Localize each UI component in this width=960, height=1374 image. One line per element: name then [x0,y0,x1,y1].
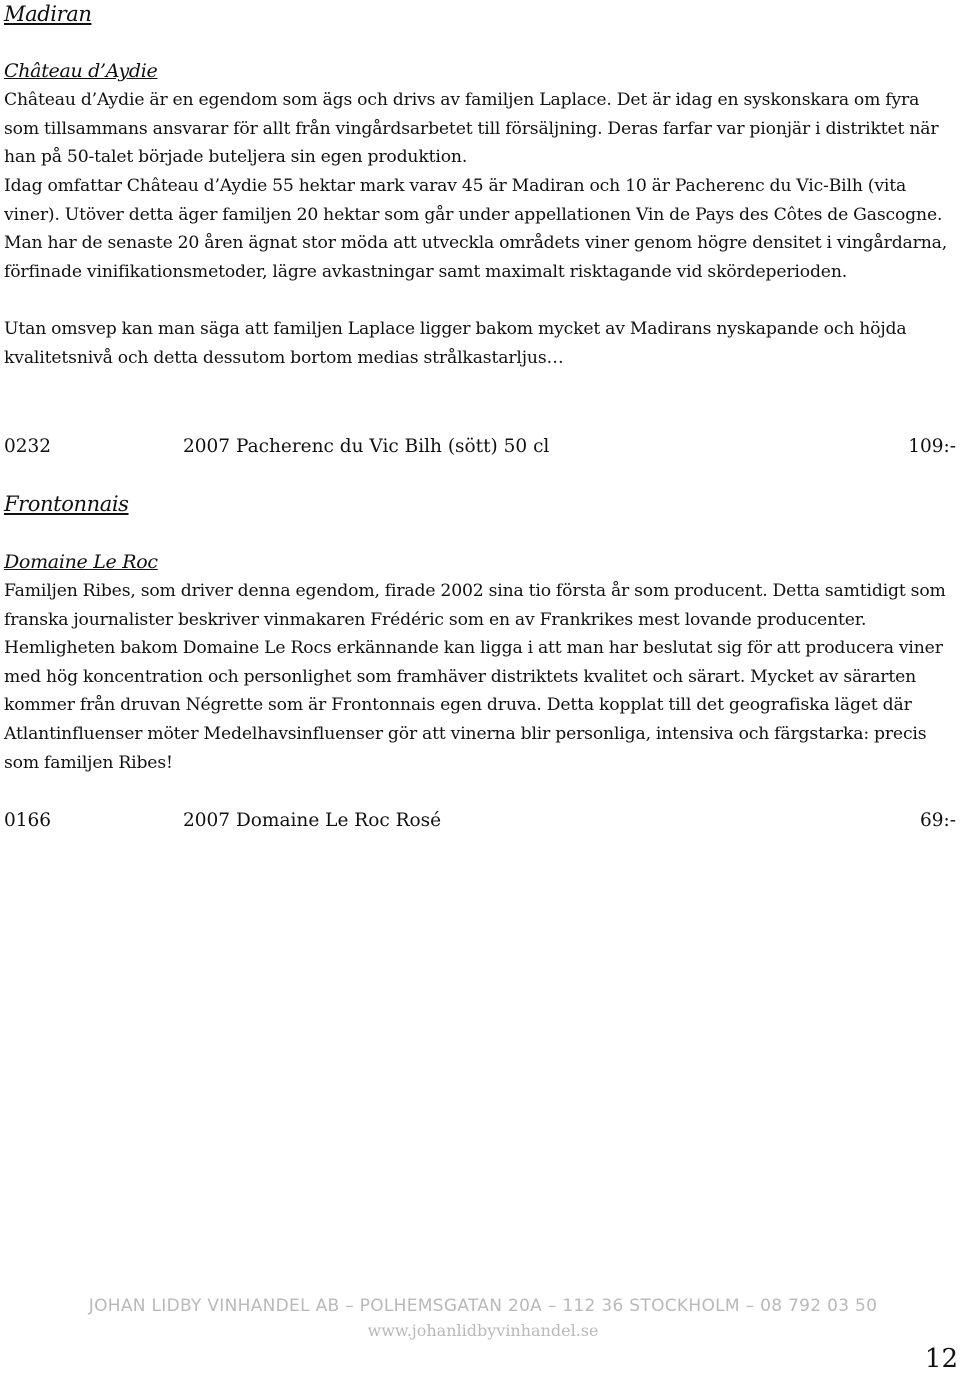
paragraph-daydie-estate: Idag omfattar Château d’Aydie 55 hektar mark varav 45 är Madiran och 10 är Pacherenc du Vic-Bilh (vita viner). Utöver detta äger familjen 20 hektar som går under appellationen Vin de Pays des Côtes de Gascogne. Man har de senaste 20 åren ägnat stor möda att utveckla områdets viner genom högre densitet i vingårdarna, förfinade vinifikationsmetoder, lägre avkastningar samt maximalt risktagande vid skördeperioden. [4,176,948,282]
paragraph-daydie-summary: Utan omsvep kan man säga att familjen Laplace ligger bakom mycket av Madirans nyskapande och höjda kvalitetsnivå och detta dessutom bortom medias strålkastarljus… [4,319,907,368]
wine-price: 69:- [919,810,956,831]
page-number: 12 [924,1344,958,1374]
paragraph-le-roc: Familjen Ribes, som driver denna egendom, firade 2002 sina tio första år som producent. Detta samtidigt som franska journalister beskriver vinmakaren Frédéric som en av Frankrikes mest lovande producenter. Hemligheten bakom Domaine Le Rocs erkännande kan ligga i att man har beslutat sig för att producera viner med hög koncentration och personlighet som framhäver distriktets kvalitet och särart. Mycket av särarten kommer från druvan Négrette som är Frontonnais egen druva. Detta kopplat till det geografiska läget där Atlantinfluenser möter Medelhavsinfluenser gör att vinerna blir personliga, intensiva och färgstarka: precis som familjen Ribes! [4,581,946,773]
wine-price: 109:- [908,436,956,457]
wine-name: 2007 Domaine Le Roc Rosé [183,810,442,831]
footer-address: JOHAN LIDBY VINHANDEL AB – POLHEMSGATAN 20A – 112 36 STOCKHOLM – 08 792 03 50 [88,1296,878,1316]
paragraph-daydie-intro: Château d’Aydie är en egendom som ägs och drivs av familjen Laplace. Det är idag en syskonskara om fyra som tillsammans ansvarar för allt från vingårdsarbetet till försäljning. Deras farfar var pionjär i distriktet när han på 50-talet började buteljera sin egen produktion. [4,90,939,168]
wine-row [4,806,956,836]
wine-article-number: 0166 [4,810,52,831]
producer-heading-chateau-daydie: Château d’Aydie [4,60,158,82]
wine-row [4,432,956,462]
footer-website-link[interactable]: www.johanlidbyvinhandel.se [367,1321,599,1340]
wine-article-number: 0232 [4,436,52,457]
wine-name: 2007 Pacherenc du Vic Bilh (sött) 50 cl [183,436,550,457]
region-heading-frontonnais: Frontonnais [4,492,129,516]
producer-heading-domaine-le-roc: Domaine Le Roc [4,551,158,573]
region-heading-madiran: Madiran [4,2,92,26]
